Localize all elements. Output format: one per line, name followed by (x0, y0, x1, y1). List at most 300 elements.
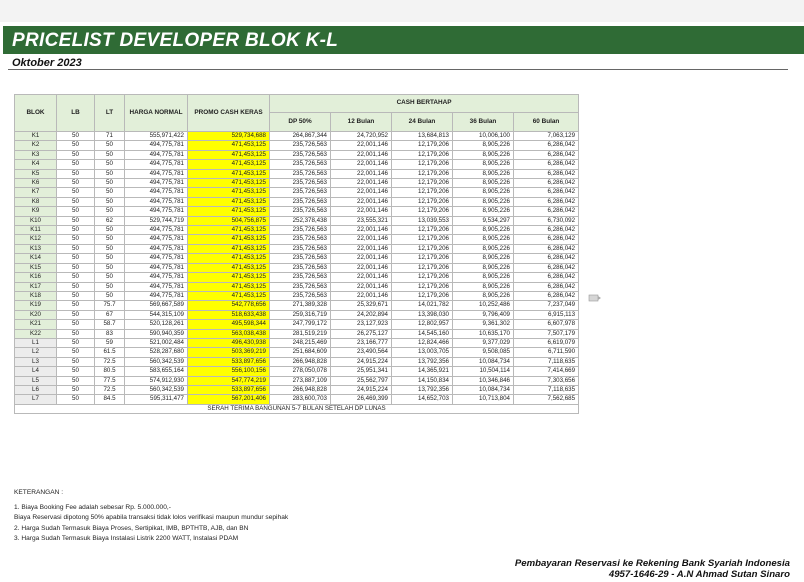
cell-dp-50: 235,726,563 (270, 169, 331, 178)
table-row (15, 132, 579, 141)
cell-24-bulan: 12,179,206 (392, 160, 453, 169)
cell-dp-50: 278,050,078 (270, 367, 331, 376)
cell-harga-normal: 521,002,484 (125, 338, 188, 347)
cell-promo-cash-keras: 471,453,125 (188, 263, 270, 272)
cell-harga-normal: 494,775,781 (125, 273, 188, 282)
payment-info (515, 558, 790, 580)
cell-lt: 80.5 (95, 367, 125, 376)
cell-36-bulan: 8,905,226 (453, 160, 514, 169)
cell-blok: K5 (15, 169, 57, 178)
table-row (15, 376, 579, 385)
cell-harga-normal: 560,342,539 (125, 385, 188, 394)
cell-24-bulan: 14,545,160 (392, 329, 453, 338)
cell-12-bulan: 26,469,399 (331, 395, 392, 404)
cell-lb: 50 (57, 282, 95, 291)
cell-12-bulan: 23,555,321 (331, 216, 392, 225)
cell-harga-normal: 569,667,589 (125, 301, 188, 310)
cell-60-bulan: 6,286,042 (514, 207, 579, 216)
cell-lt: 50 (95, 197, 125, 206)
cell-12-bulan: 22,001,146 (331, 263, 392, 272)
cell-dp-50: 235,726,563 (270, 160, 331, 169)
cell-60-bulan: 7,414,669 (514, 367, 579, 376)
cell-36-bulan: 8,905,226 (453, 179, 514, 188)
table-row (15, 160, 579, 169)
cell-lb: 50 (57, 141, 95, 150)
cell-12-bulan: 23,490,564 (331, 348, 392, 357)
note-booking-fee: 1. Biaya Booking Fee adalah sebesar Rp. 5.000.000,- (14, 503, 171, 511)
cell-lb: 50 (57, 179, 95, 188)
cell-60-bulan: 6,730,092 (514, 216, 579, 225)
cell-harga-normal: 494,775,781 (125, 254, 188, 263)
cell-24-bulan: 13,792,356 (392, 385, 453, 394)
cell-promo-cash-keras: 471,453,125 (188, 291, 270, 300)
cell-24-bulan: 14,652,703 (392, 395, 453, 404)
cell-lt: 61.5 (95, 348, 125, 357)
cell-24-bulan: 12,179,206 (392, 282, 453, 291)
cell-harga-normal: 494,775,781 (125, 263, 188, 272)
cell-blok: K17 (15, 282, 57, 291)
cell-lb: 50 (57, 160, 95, 169)
cell-harga-normal: 494,775,781 (125, 160, 188, 169)
cell-dp-50: 273,887,109 (270, 376, 331, 385)
cell-24-bulan: 12,179,206 (392, 226, 453, 235)
cell-blok: K6 (15, 179, 57, 188)
cell-lb: 50 (57, 244, 95, 253)
cell-24-bulan: 12,179,206 (392, 197, 453, 206)
cell-promo-cash-keras: 471,453,125 (188, 282, 270, 291)
table-row (15, 291, 579, 300)
cell-dp-50: 259,316,719 (270, 310, 331, 319)
col-header-cash-bertahap: CASH BERTAHAP (270, 95, 579, 113)
cell-lt: 50 (95, 282, 125, 291)
page-subtitle: Oktober 2023 (12, 57, 82, 69)
table-row (15, 197, 579, 206)
cell-promo-cash-keras: 496,430,938 (188, 338, 270, 347)
cell-60-bulan: 6,286,042 (514, 160, 579, 169)
col-header-dp: DP 50% (270, 113, 331, 132)
cell-lb: 50 (57, 320, 95, 329)
cell-dp-50: 266,948,828 (270, 357, 331, 366)
cell-lt: 59 (95, 338, 125, 347)
cell-60-bulan: 6,619,079 (514, 338, 579, 347)
cell-60-bulan: 6,286,042 (514, 254, 579, 263)
cell-24-bulan: 12,824,466 (392, 338, 453, 347)
cell-12-bulan: 22,001,146 (331, 160, 392, 169)
cell-36-bulan: 8,905,226 (453, 141, 514, 150)
cell-harga-normal: 494,775,781 (125, 179, 188, 188)
cell-dp-50: 266,948,828 (270, 385, 331, 394)
table-row (15, 357, 579, 366)
cell-lt: 58.7 (95, 320, 125, 329)
cell-60-bulan: 6,286,042 (514, 244, 579, 253)
cell-36-bulan: 8,905,226 (453, 150, 514, 159)
cell-lb: 50 (57, 367, 95, 376)
cell-60-bulan: 6,286,042 (514, 150, 579, 159)
cell-lt: 50 (95, 263, 125, 272)
cursor-icon (588, 293, 602, 303)
cell-36-bulan: 8,905,226 (453, 273, 514, 282)
cell-harga-normal: 529,744,719 (125, 216, 188, 225)
cell-dp-50: 235,726,563 (270, 244, 331, 253)
cell-lt: 50 (95, 188, 125, 197)
cell-blok: L7 (15, 395, 57, 404)
cell-24-bulan: 12,179,206 (392, 235, 453, 244)
cell-60-bulan: 6,286,042 (514, 188, 579, 197)
cell-36-bulan: 8,905,226 (453, 188, 514, 197)
note-reservation: Biaya Reservasi dipotong 50% apabila transaksi tidak lolos verifikasi maupun mundur sepihak (14, 514, 289, 521)
cell-12-bulan: 25,951,341 (331, 367, 392, 376)
cell-36-bulan: 10,252,486 (453, 301, 514, 310)
divider (8, 69, 788, 70)
cell-12-bulan: 24,720,952 (331, 132, 392, 141)
table-row (15, 263, 579, 272)
cell-12-bulan: 25,329,671 (331, 301, 392, 310)
cell-12-bulan: 25,562,797 (331, 376, 392, 385)
cell-36-bulan: 8,905,226 (453, 282, 514, 291)
cell-promo-cash-keras: 471,453,125 (188, 179, 270, 188)
cell-60-bulan: 7,118,635 (514, 357, 579, 366)
col-header-lt: LT (95, 95, 125, 132)
cell-harga-normal: 583,655,164 (125, 367, 188, 376)
cell-60-bulan: 6,286,042 (514, 291, 579, 300)
cell-promo-cash-keras: 533,897,656 (188, 385, 270, 394)
cell-dp-50: 281,519,219 (270, 329, 331, 338)
cell-lb: 50 (57, 301, 95, 310)
cell-60-bulan: 6,286,042 (514, 141, 579, 150)
cell-dp-50: 264,867,344 (270, 132, 331, 141)
cell-60-bulan: 7,562,685 (514, 395, 579, 404)
cell-36-bulan: 9,796,409 (453, 310, 514, 319)
cell-60-bulan: 7,118,635 (514, 385, 579, 394)
cell-dp-50: 235,726,563 (270, 207, 331, 216)
cell-lt: 50 (95, 207, 125, 216)
cell-60-bulan: 6,711,590 (514, 348, 579, 357)
cell-promo-cash-keras: 471,453,125 (188, 188, 270, 197)
cell-promo-cash-keras: 518,633,438 (188, 310, 270, 319)
cell-promo-cash-keras: 556,100,156 (188, 367, 270, 376)
cell-promo-cash-keras: 471,453,125 (188, 197, 270, 206)
cell-12-bulan: 22,001,146 (331, 197, 392, 206)
cell-promo-cash-keras: 471,453,125 (188, 235, 270, 244)
col-header-blok: BLOK (15, 95, 57, 132)
table-row (15, 179, 579, 188)
cell-blok: K18 (15, 291, 57, 300)
cell-lt: 50 (95, 254, 125, 263)
table-row (15, 254, 579, 263)
cell-24-bulan: 13,039,553 (392, 216, 453, 225)
cell-promo-cash-keras: 471,453,125 (188, 226, 270, 235)
cell-promo-cash-keras: 471,453,125 (188, 141, 270, 150)
cell-lb: 50 (57, 291, 95, 300)
cell-dp-50: 235,726,563 (270, 179, 331, 188)
cell-dp-50: 235,726,563 (270, 235, 331, 244)
cell-blok: K20 (15, 310, 57, 319)
cell-dp-50: 235,726,563 (270, 282, 331, 291)
table-row (15, 367, 579, 376)
cell-lt: 50 (95, 235, 125, 244)
cell-dp-50: 248,215,469 (270, 338, 331, 347)
cell-harga-normal: 494,775,781 (125, 291, 188, 300)
cell-24-bulan: 12,179,206 (392, 150, 453, 159)
cell-12-bulan: 22,001,146 (331, 254, 392, 263)
cell-24-bulan: 12,802,957 (392, 320, 453, 329)
cell-24-bulan: 12,179,206 (392, 207, 453, 216)
cell-promo-cash-keras: 471,453,125 (188, 150, 270, 159)
cell-blok: K4 (15, 160, 57, 169)
cell-lb: 50 (57, 385, 95, 394)
cell-dp-50: 251,684,609 (270, 348, 331, 357)
cell-lt: 50 (95, 273, 125, 282)
cell-harga-normal: 494,775,781 (125, 169, 188, 178)
cell-promo-cash-keras: 503,369,219 (188, 348, 270, 357)
cell-lb: 50 (57, 226, 95, 235)
cell-12-bulan: 23,127,923 (331, 320, 392, 329)
cell-lb: 50 (57, 235, 95, 244)
notes-section (14, 488, 288, 545)
handover-note: SERAH TERIMA BANGUNAN 5-7 BULAN SETELAH DP LUNAS (15, 404, 579, 413)
cell-harga-normal: 544,315,109 (125, 310, 188, 319)
cell-12-bulan: 26,275,127 (331, 329, 392, 338)
cell-promo-cash-keras: 504,756,875 (188, 216, 270, 225)
table-row (15, 395, 579, 404)
cell-24-bulan: 12,179,206 (392, 188, 453, 197)
cell-36-bulan: 9,361,302 (453, 320, 514, 329)
cell-24-bulan: 13,398,030 (392, 310, 453, 319)
cell-blok: K3 (15, 150, 57, 159)
cell-dp-50: 235,726,563 (270, 254, 331, 263)
table-row (15, 169, 579, 178)
cell-12-bulan: 22,001,146 (331, 244, 392, 253)
cell-60-bulan: 7,063,129 (514, 132, 579, 141)
page-title: PRICELIST DEVELOPER BLOK K-L (12, 30, 339, 51)
cell-blok: K19 (15, 301, 57, 310)
table-row (15, 348, 579, 357)
cell-lt: 83 (95, 329, 125, 338)
cell-lt: 50 (95, 179, 125, 188)
cell-harga-normal: 494,775,781 (125, 282, 188, 291)
cell-lb: 50 (57, 132, 95, 141)
cell-lt: 77.5 (95, 376, 125, 385)
cell-lb: 50 (57, 263, 95, 272)
cell-promo-cash-keras: 567,201,406 (188, 395, 270, 404)
cell-36-bulan: 10,346,846 (453, 376, 514, 385)
cell-12-bulan: 24,202,894 (331, 310, 392, 319)
cell-36-bulan: 9,534,297 (453, 216, 514, 225)
cell-24-bulan: 12,179,206 (392, 141, 453, 150)
cell-harga-normal: 560,342,539 (125, 357, 188, 366)
cell-harga-normal: 494,775,781 (125, 244, 188, 253)
cell-lt: 72.5 (95, 385, 125, 394)
table-row (15, 141, 579, 150)
cell-lb: 50 (57, 197, 95, 206)
cell-12-bulan: 22,001,146 (331, 282, 392, 291)
cell-dp-50: 247,799,172 (270, 320, 331, 329)
cell-24-bulan: 13,684,813 (392, 132, 453, 141)
cell-60-bulan: 7,237,049 (514, 301, 579, 310)
cell-blok: L3 (15, 357, 57, 366)
cell-dp-50: 235,726,563 (270, 150, 331, 159)
cell-24-bulan: 12,179,206 (392, 291, 453, 300)
cell-24-bulan: 13,003,705 (392, 348, 453, 357)
cell-lt: 71 (95, 132, 125, 141)
cell-24-bulan: 13,792,356 (392, 357, 453, 366)
notes-heading: KETERANGAN : (14, 489, 64, 496)
cell-60-bulan: 6,286,042 (514, 179, 579, 188)
cell-36-bulan: 10,006,100 (453, 132, 514, 141)
cell-12-bulan: 22,001,146 (331, 207, 392, 216)
cell-36-bulan: 9,377,029 (453, 338, 514, 347)
cell-60-bulan: 6,286,042 (514, 273, 579, 282)
cell-harga-normal: 555,971,422 (125, 132, 188, 141)
col-header-24-bulan: 24 Bulan (392, 113, 453, 132)
cell-lt: 62 (95, 216, 125, 225)
cell-promo-cash-keras: 495,598,344 (188, 320, 270, 329)
cell-12-bulan: 22,001,146 (331, 291, 392, 300)
cell-promo-cash-keras: 471,453,125 (188, 207, 270, 216)
payment-info-line1: Pembayaran Reservasi ke Rekening Bank Syariah Indonesia (514, 558, 790, 569)
cell-lt: 50 (95, 141, 125, 150)
cell-36-bulan: 8,905,226 (453, 263, 514, 272)
cell-12-bulan: 22,001,146 (331, 169, 392, 178)
cell-dp-50: 235,726,563 (270, 197, 331, 206)
cell-24-bulan: 14,150,834 (392, 376, 453, 385)
cell-dp-50: 235,726,563 (270, 291, 331, 300)
cell-harga-normal: 494,775,781 (125, 141, 188, 150)
table-row (15, 329, 579, 338)
cell-36-bulan: 9,508,085 (453, 348, 514, 357)
cell-blok: K16 (15, 273, 57, 282)
cell-12-bulan: 24,915,224 (331, 385, 392, 394)
table-row (15, 310, 579, 319)
top-toolbar-strip (0, 0, 804, 22)
cell-promo-cash-keras: 547,774,219 (188, 376, 270, 385)
cell-promo-cash-keras: 471,453,125 (188, 160, 270, 169)
cell-harga-normal: 494,775,781 (125, 207, 188, 216)
cell-harga-normal: 574,912,930 (125, 376, 188, 385)
cell-12-bulan: 22,001,146 (331, 150, 392, 159)
cell-lb: 50 (57, 338, 95, 347)
cell-lb: 50 (57, 169, 95, 178)
cell-60-bulan: 6,286,042 (514, 235, 579, 244)
cell-36-bulan: 8,905,226 (453, 254, 514, 263)
cell-36-bulan: 10,635,170 (453, 329, 514, 338)
cell-harga-normal: 520,128,261 (125, 320, 188, 329)
cell-lb: 50 (57, 376, 95, 385)
cell-36-bulan: 10,713,804 (453, 395, 514, 404)
cell-promo-cash-keras: 471,453,125 (188, 244, 270, 253)
table-row (15, 150, 579, 159)
cell-60-bulan: 6,915,113 (514, 310, 579, 319)
cell-blok: K15 (15, 263, 57, 272)
cell-blok: L5 (15, 376, 57, 385)
cell-lb: 50 (57, 273, 95, 282)
cell-promo-cash-keras: 563,038,438 (188, 329, 270, 338)
cell-blok: K13 (15, 244, 57, 253)
cell-12-bulan: 22,001,146 (331, 235, 392, 244)
cell-harga-normal: 590,940,359 (125, 329, 188, 338)
cell-lt: 72.5 (95, 357, 125, 366)
cell-lb: 50 (57, 329, 95, 338)
cell-36-bulan: 8,905,226 (453, 169, 514, 178)
cell-lt: 84.5 (95, 395, 125, 404)
cell-dp-50: 271,389,328 (270, 301, 331, 310)
cell-lt: 67 (95, 310, 125, 319)
cell-36-bulan: 10,504,114 (453, 367, 514, 376)
cell-lt: 50 (95, 291, 125, 300)
cell-lt: 50 (95, 150, 125, 159)
table-row (15, 338, 579, 347)
col-header-60-bulan: 60 Bulan (514, 113, 579, 132)
col-header-promo: PROMO CASH KERAS (188, 95, 270, 132)
cell-36-bulan: 10,084,734 (453, 385, 514, 394)
cell-lb: 50 (57, 216, 95, 225)
cell-promo-cash-keras: 542,778,656 (188, 301, 270, 310)
cell-60-bulan: 6,286,042 (514, 282, 579, 291)
cell-promo-cash-keras: 529,734,688 (188, 132, 270, 141)
col-header-harga-normal: HARGA NORMAL (125, 95, 188, 132)
cell-blok: K21 (15, 320, 57, 329)
cell-12-bulan: 22,001,146 (331, 188, 392, 197)
cell-12-bulan: 22,001,146 (331, 273, 392, 282)
cell-dp-50: 235,726,563 (270, 226, 331, 235)
note-process-fees: 2. Harga Sudah Termasuk Biaya Proses, Sertipikat, IMB, BPTHTB, AJB, dan BN (14, 524, 249, 532)
cell-60-bulan: 7,507,179 (514, 329, 579, 338)
cell-lt: 50 (95, 244, 125, 253)
cell-36-bulan: 10,084,734 (453, 357, 514, 366)
cell-blok: K11 (15, 226, 57, 235)
cell-60-bulan: 6,286,042 (514, 263, 579, 272)
cell-promo-cash-keras: 533,897,656 (188, 357, 270, 366)
cell-dp-50: 235,726,563 (270, 263, 331, 272)
cell-dp-50: 283,600,703 (270, 395, 331, 404)
cell-blok: K2 (15, 141, 57, 150)
cell-12-bulan: 22,001,146 (331, 226, 392, 235)
cell-24-bulan: 12,179,206 (392, 263, 453, 272)
cell-12-bulan: 22,001,146 (331, 179, 392, 188)
cell-36-bulan: 8,905,226 (453, 235, 514, 244)
cell-blok: L1 (15, 338, 57, 347)
cell-blok: L2 (15, 348, 57, 357)
cell-lt: 50 (95, 226, 125, 235)
cell-60-bulan: 6,286,042 (514, 169, 579, 178)
table-row (15, 244, 579, 253)
cell-harga-normal: 528,287,680 (125, 348, 188, 357)
cell-36-bulan: 8,905,226 (453, 226, 514, 235)
cell-blok: K14 (15, 254, 57, 263)
cell-36-bulan: 8,905,226 (453, 207, 514, 216)
cell-dp-50: 235,726,563 (270, 141, 331, 150)
cell-lb: 50 (57, 188, 95, 197)
cell-blok: K22 (15, 329, 57, 338)
table-row (15, 207, 579, 216)
cell-blok: K9 (15, 207, 57, 216)
cell-promo-cash-keras: 471,453,125 (188, 273, 270, 282)
col-header-36-bulan: 36 Bulan (453, 113, 514, 132)
cell-promo-cash-keras: 471,453,125 (188, 254, 270, 263)
cell-12-bulan: 24,915,224 (331, 357, 392, 366)
table-row (15, 282, 579, 291)
cell-blok: K12 (15, 235, 57, 244)
cell-24-bulan: 14,021,782 (392, 301, 453, 310)
table-row (15, 235, 579, 244)
cell-blok: K10 (15, 216, 57, 225)
cell-harga-normal: 494,775,781 (125, 188, 188, 197)
cell-24-bulan: 12,179,206 (392, 244, 453, 253)
cell-60-bulan: 6,286,042 (514, 226, 579, 235)
cell-60-bulan: 6,286,042 (514, 197, 579, 206)
cell-lb: 50 (57, 254, 95, 263)
cell-lt: 75.7 (95, 301, 125, 310)
